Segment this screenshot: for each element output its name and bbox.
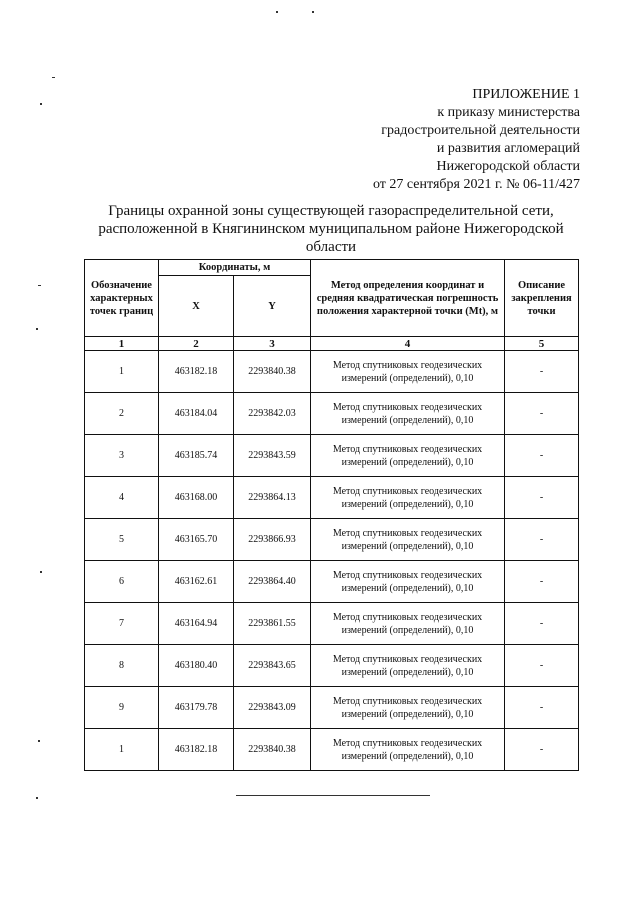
scan-speck xyxy=(36,328,38,330)
method-cell: Метод спутниковых геодезических измерений (определений), 0,10 xyxy=(311,477,505,519)
point-cell: 2 xyxy=(85,393,159,435)
fixing-cell: - xyxy=(505,729,579,771)
document-title xyxy=(84,202,578,256)
y-cell: 2293864.40 xyxy=(234,561,311,603)
coordinates-table xyxy=(84,259,579,771)
header-point-mark: Обозначение характерных точек границ xyxy=(85,260,159,337)
fixing-cell: - xyxy=(505,435,579,477)
table-row xyxy=(85,393,579,435)
appendix-line: от 27 сентября 2021 г. № 06-11/427 xyxy=(372,177,580,192)
method-cell: Метод спутниковых геодезических измерений (определений), 0,10 xyxy=(311,351,505,393)
table-row xyxy=(85,603,579,645)
method-cell: Метод спутниковых геодезических измерений (определений), 0,10 xyxy=(311,519,505,561)
appendix-line: и развития агломераций xyxy=(436,141,580,156)
point-cell: 3 xyxy=(85,435,159,477)
point-cell: 6 xyxy=(85,561,159,603)
point-cell: 5 xyxy=(85,519,159,561)
y-cell: 2293843.65 xyxy=(234,645,311,687)
y-cell: 2293842.03 xyxy=(234,393,311,435)
x-cell: 463180.40 xyxy=(159,645,234,687)
x-cell: 463179.78 xyxy=(159,687,234,729)
table-row xyxy=(85,729,579,771)
y-cell: 2293840.38 xyxy=(234,351,311,393)
method-cell: Метод спутниковых геодезических измерений (определений), 0,10 xyxy=(311,435,505,477)
x-cell: 463184.04 xyxy=(159,393,234,435)
column-number: 3 xyxy=(234,337,311,351)
y-cell: 2293843.59 xyxy=(234,435,311,477)
appendix-line: ПРИЛОЖЕНИЕ 1 xyxy=(472,87,580,102)
method-cell: Метод спутниковых геодезических измерений (определений), 0,10 xyxy=(311,603,505,645)
column-number: 5 xyxy=(505,337,579,351)
x-cell: 463162.61 xyxy=(159,561,234,603)
scan-speck xyxy=(40,103,42,105)
y-cell: 2293840.38 xyxy=(234,729,311,771)
method-cell: Метод спутниковых геодезических измерений (определений), 0,10 xyxy=(311,729,505,771)
signature-line xyxy=(236,795,430,796)
appendix-line: градостроительной деятельности xyxy=(381,123,580,138)
scan-speck xyxy=(38,285,41,286)
column-number-row xyxy=(85,337,579,351)
y-cell: 2293861.55 xyxy=(234,603,311,645)
title-line: области xyxy=(305,239,357,255)
header-y: Y xyxy=(234,276,311,337)
scan-speck xyxy=(312,11,314,13)
column-number: 2 xyxy=(159,337,234,351)
x-cell: 463185.74 xyxy=(159,435,234,477)
header-x: X xyxy=(159,276,234,337)
point-cell: 4 xyxy=(85,477,159,519)
y-cell: 2293864.13 xyxy=(234,477,311,519)
y-cell: 2293866.93 xyxy=(234,519,311,561)
fixing-cell: - xyxy=(505,519,579,561)
appendix-header xyxy=(373,86,580,194)
point-cell: 8 xyxy=(85,645,159,687)
scan-speck xyxy=(52,77,55,78)
table-row xyxy=(85,519,579,561)
table-row xyxy=(85,561,579,603)
point-cell: 7 xyxy=(85,603,159,645)
title-line: Границы охранной зоны существующей газораспределительной сети, xyxy=(108,203,554,219)
fixing-cell: - xyxy=(505,393,579,435)
fixing-cell: - xyxy=(505,477,579,519)
fixing-cell: - xyxy=(505,645,579,687)
table-row xyxy=(85,477,579,519)
column-number: 1 xyxy=(85,337,159,351)
x-cell: 463165.70 xyxy=(159,519,234,561)
x-cell: 463182.18 xyxy=(159,729,234,771)
method-cell: Метод спутниковых геодезических измерений (определений), 0,10 xyxy=(311,393,505,435)
method-cell: Метод спутниковых геодезических измерений (определений), 0,10 xyxy=(311,561,505,603)
y-cell: 2293843.09 xyxy=(234,687,311,729)
fixing-cell: - xyxy=(505,351,579,393)
scan-speck xyxy=(36,797,38,799)
x-cell: 463168.00 xyxy=(159,477,234,519)
method-cell: Метод спутниковых геодезических измерений (определений), 0,10 xyxy=(311,687,505,729)
appendix-line: Нижегородской области xyxy=(436,159,580,174)
x-cell: 463164.94 xyxy=(159,603,234,645)
table-row xyxy=(85,435,579,477)
x-cell: 463182.18 xyxy=(159,351,234,393)
header-method: Метод определения координат и средняя квадратическая погрешность положения характерной точки (Mt), м xyxy=(311,260,505,337)
method-cell: Метод спутниковых геодезических измерений (определений), 0,10 xyxy=(311,645,505,687)
table-row xyxy=(85,645,579,687)
scan-speck xyxy=(40,571,42,573)
header-fixing: Описание закрепления точки xyxy=(505,260,579,337)
fixing-cell: - xyxy=(505,561,579,603)
point-cell: 1 xyxy=(85,351,159,393)
fixing-cell: - xyxy=(505,603,579,645)
appendix-line: к приказу министерства xyxy=(437,105,580,120)
header-coordinates: Координаты, м xyxy=(159,260,311,276)
table-row xyxy=(85,351,579,393)
point-cell: 1 xyxy=(85,729,159,771)
title-line: расположенной в Княгининском муниципальном районе Нижегородской xyxy=(98,221,564,237)
point-cell: 9 xyxy=(85,687,159,729)
table-row xyxy=(85,687,579,729)
scan-speck xyxy=(276,11,278,13)
fixing-cell: - xyxy=(505,687,579,729)
scan-speck xyxy=(38,740,40,742)
column-number: 4 xyxy=(311,337,505,351)
